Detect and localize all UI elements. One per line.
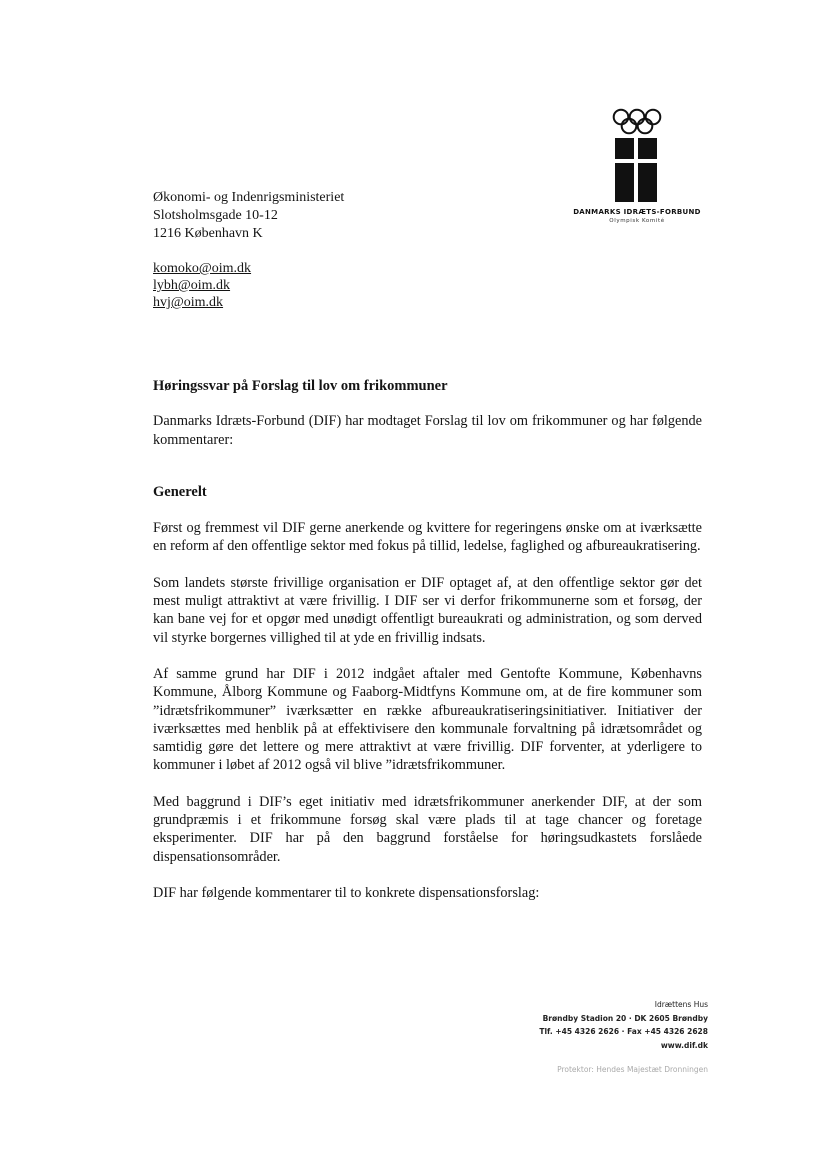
section-heading: Generelt: [153, 483, 207, 500]
logo-subtitle: Olympisk Komité: [609, 218, 665, 224]
footer-web: www.dif.dk: [660, 1040, 708, 1050]
email-link[interactable]: komoko@oim.dk: [153, 261, 252, 276]
letter-title: Høringssvar på Forslag til lov om frikommuner: [153, 378, 448, 394]
dif-logo: [566, 108, 708, 228]
body-paragraph: Som landets største frivillige organisation er DIF optaget af, at den offentlige sektor gør det mest muligt attraktivt at være frivillig. I DIF ser vi derfor frikommunerne som et forsøg, der kan bane vej for et opgør med unødigt offentligt bureaukrati og administration, og som derved vil styrke borgernes villighed til at yde en frivillig indsats.: [153, 574, 702, 646]
footer-patron: Protektor: Hendes Majestæt Dronningen: [557, 1065, 708, 1074]
body-paragraph: DIF har følgende kommentarer til to konkrete dispensationsforslag:: [153, 884, 540, 901]
logo-blocks: [615, 138, 657, 202]
letter-body: [153, 377, 702, 920]
email-list: [153, 260, 251, 311]
email-link[interactable]: hvj@oim.dk: [153, 295, 224, 310]
address-line: Økonomi- og Indenrigsministeriet: [153, 190, 345, 205]
footer-name: Idrættens Hus: [654, 1000, 708, 1009]
footer-address: [500, 998, 708, 1077]
body-paragraph: Først og fremmest vil DIF gerne anerkende og kvittere for regeringens ønske om at iværksætte en reform af den offentlige sektor med fokus på tillid, ledelse, faglighed og afbureaukratisering.: [153, 520, 702, 555]
body-paragraph: Af samme grund har DIF i 2012 indgået aftaler med Gentofte Kommune, Københavns Kommune, Ålborg Kommune og Faaborg-Midtfyns Kommune om, at de fire kommuner som ”idrætsfrikommuner” iværksætter en række afbureaukratiseringsinitiativer. Initiativer der iværksættes med henblik på at effektivisere den kommunale forvaltning på idrætsområdet og samtidig gøre det lettere og mere attraktivt at være frivillig. DIF forventer, at yderligere to kommuner i løbet af 2012 også vil blive ”idrætsfrikommuner.: [153, 665, 702, 774]
footer-street: Brøndby Stadion 20 · DK 2605 Brøndby: [542, 1013, 708, 1023]
body-paragraph: Med baggrund i DIF’s eget initiativ med idrætsfrikommuner anerkender DIF, at der som grundpræmis i et frikommune forsøg skal være plads til at tage chancer og foretage eksperimenter. DIF har på den baggrund forståelse for høringsudkastets forslåede dispensationsområder.: [153, 793, 702, 865]
intro-paragraph: Danmarks Idræts-Forbund (DIF) har modtaget Forslag til lov om frikommuner og har følgende kommentarer:: [153, 413, 702, 448]
email-link[interactable]: lybh@oim.dk: [153, 278, 231, 293]
address-line: Slotsholmsgade 10-12: [153, 208, 278, 223]
recipient-address: [153, 189, 344, 243]
olympic-rings-icon: [612, 108, 662, 136]
logo-name: DANMARKS IDRÆTS-FORBUND: [573, 208, 701, 216]
footer-phone: Tlf. +45 4326 2626 · Fax +45 4326 2628: [539, 1027, 708, 1036]
address-line: 1216 København K: [153, 226, 263, 241]
